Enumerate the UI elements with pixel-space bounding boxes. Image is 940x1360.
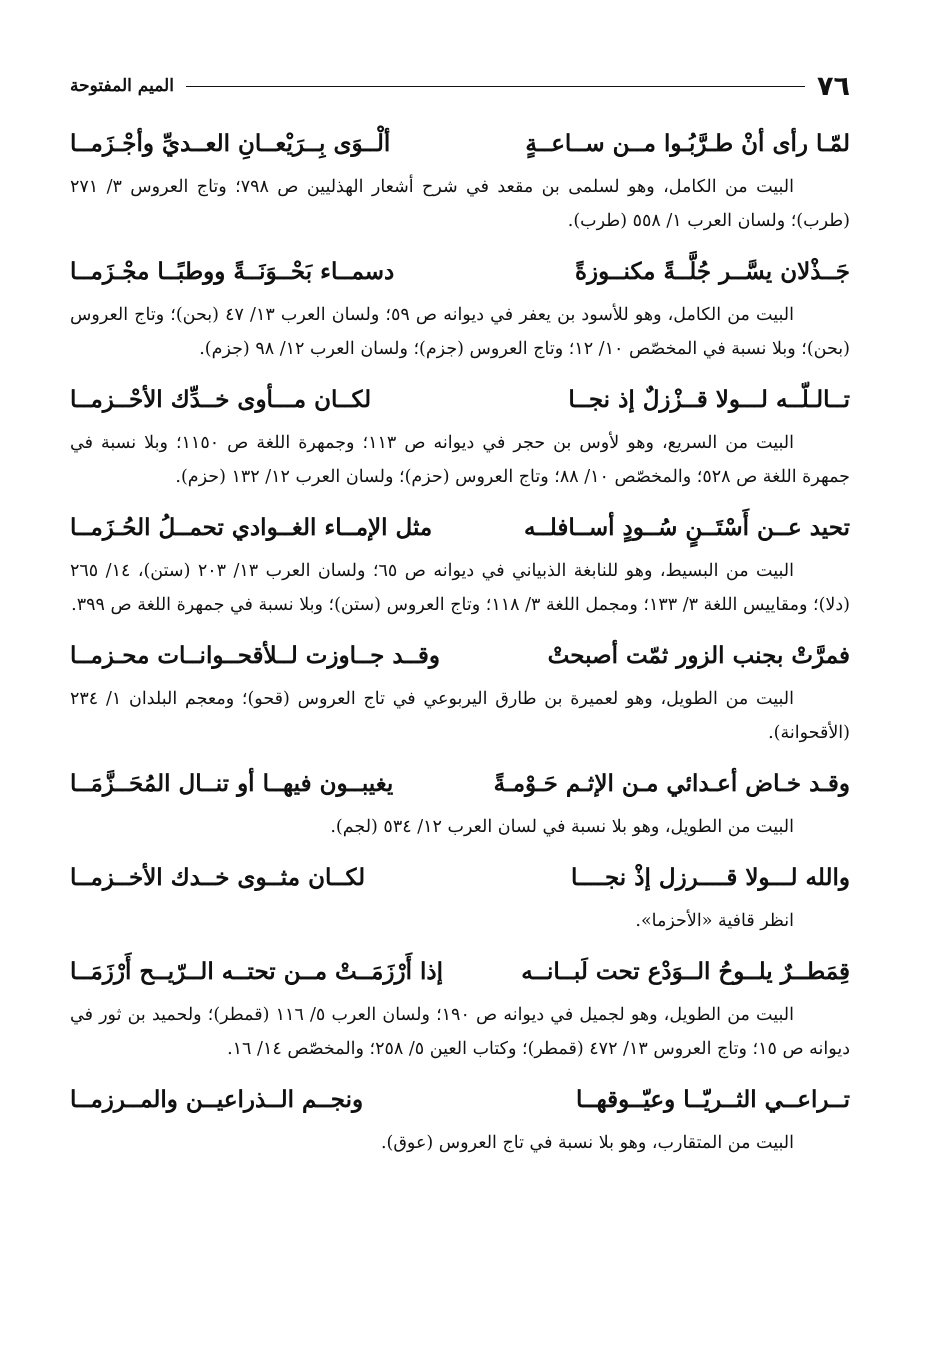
second-hemistich: يغيبــون فيهــا أو تنــال المُحَــزَّمَــا [70,770,394,797]
first-hemistich: تحيد عــن أَسْتَــنٍ سُــودٍ أســافلــه [523,514,850,541]
entry [70,760,850,844]
first-hemistich: وقـد خـاض أعـدائي مـن الإثـم حَـوْمـةً [493,770,850,797]
verse-line [70,120,850,168]
second-hemistich: وقــد جــاوزت لــلأقحــوانــات محـزمــا [70,642,440,669]
entry [70,504,850,622]
page-header [70,62,850,110]
first-hemistich: جَــذْلان يسَّــر جُلَّــةً مكنــوزةً [574,258,850,285]
entry [70,248,850,366]
verse-line [70,760,850,808]
first-hemistich: تــالـلّــه لـــولا قــزْزلٌ إذ نجــا [568,386,850,413]
verse-note: البيت من الكامل، وهو للأسود بن يعفر في ديوانه ص ٥٩؛ ولسان العرب ١٣/ ٤٧ (بحن)؛ وتاج العروس (بحن)؛ وبلا نسبة في المخصّص ١٠/ ١٢؛ وتاج العروس (جزم)؛ ولسان العرب ١٢/ ٩٨ (جزم). [70,305,850,359]
verse-note: البيت من الكامل، وهو لسلمى بن مقعد في شرح أشعار الهذليين ص ٧٩٨؛ وتاج العروس ٣/ ٢٧١ (طرب)؛ ولسان العرب ١/ ٥٥٨ (طرب). [70,177,850,231]
entry [70,854,850,938]
entry [70,376,850,494]
first-hemistich: فمرَّتْ بجنب الزور ثمّت أصبحتْ [547,642,850,669]
second-hemistich: ونجــم الــذراعيــن والمــرزمــا [70,1086,364,1113]
entry [70,120,850,238]
page-number: ٧٦ [817,70,850,102]
second-hemistich: إذا أَرْزَمَــتْ مــن تحتــه الــرّيــح أَرْزَمَــا [70,958,444,985]
entry [70,632,850,750]
verse-note: البيت من الطويل، وهو بلا نسبة في لسان العرب ١٢/ ٥٣٤ (لجم). [330,817,794,837]
first-hemistich: تــراعــي الثــريّــا وعيّــوقهــا [576,1086,850,1113]
second-hemistich: ألْــوَى بِــرَيْعــانِ العــديِّ وأجْـزَمــا [70,130,391,157]
first-hemistich: قِمَطــرٌ يلــوحُ الــوَدْع تحت لَبــانــه [521,958,850,985]
second-hemistich: دسمــاء بَحْــوَنَــةً ووطبًــا مجْـزَمــا [70,258,395,285]
verse-note: انظر قافية «الأحزما». [635,911,794,931]
entry [70,1076,850,1160]
verse-line [70,948,850,996]
verse-line [70,854,850,902]
verse-note: البيت من الطويل، وهو لعميرة بن طارق اليربوعي في تاج العروس (قحو)؛ ومعجم البلدان ١/ ٢٣٤ (الأقحوانة). [70,689,850,743]
entry [70,948,850,1066]
book-page [70,62,850,1164]
verse-line [70,248,850,296]
verse-note: البيت من السريع، وهو لأوس بن حجر في ديوانه ص ١١٣؛ وجمهرة اللغة ص ١١٥٠؛ وبلا نسبة في جمهرة اللغة ص ٥٢٨؛ والمخصّص ١٠/ ٨٨؛ وتاج العروس (حزم)؛ ولسان العرب ١٢/ ١٣٢ (حزم). [70,433,850,487]
second-hemistich: لكــان مـــأوى خــدِّك الأحْــزمــا [70,386,372,413]
verse-line [70,1076,850,1124]
verse-line [70,376,850,424]
header-rule [186,86,805,87]
verse-note: البيت من المتقارب، وهو بلا نسبة في تاج العروس (عوق). [380,1133,794,1153]
first-hemistich: والله لـــولا قــــرزل إذْ نجــــا [571,864,850,891]
running-title: الميم المفتوحة [70,76,174,96]
first-hemistich: لمّـا رأى أنْ طـرَّبُـوا مــن ســاعــةٍ [525,130,850,157]
verse-line [70,632,850,680]
verse-line [70,504,850,552]
second-hemistich: لكــان مثــوى خــدك الأخــزمــا [70,864,366,891]
second-hemistich: مثل الإمــاء الغــوادي تحمــلُ الحُـزَمــا [70,514,433,541]
verse-note: البيت من الطويل، وهو لجميل في ديوانه ص ١٩٠؛ ولسان العرب ٥/ ١١٦ (قمطر)؛ ولحميد بن ثور في ديوانه ص ١٥؛ وتاج العروس ١٣/ ٤٧٢ (قمطر)؛ وكتاب العين ٥/ ٢٥٨؛ والمخصّص ١٤/ ١٦. [70,1005,850,1059]
verse-note: البيت من البسيط، وهو للنابغة الذبياني في ديوانه ص ٦٥؛ ولسان العرب ١٣/ ٢٠٣ (ستن)، ١٤/ ٢٦٥ (دلا)؛ ومقاييس اللغة ٣/ ١٣٣؛ ومجمل اللغة ٣/ ١١٨؛ وتاج العروس (ستن)؛ وبلا نسبة في جمهرة اللغة ص ٣٩٩. [70,561,850,615]
